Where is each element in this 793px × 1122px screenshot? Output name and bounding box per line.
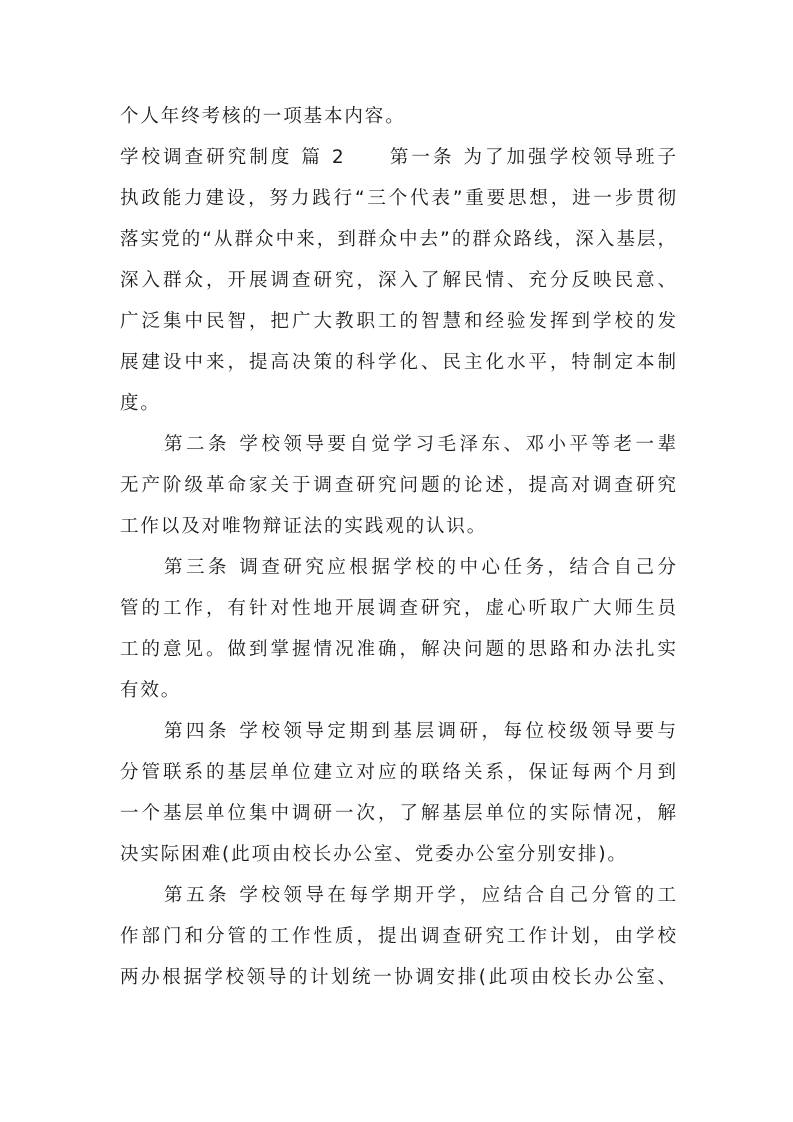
text-line: 作部门和分管的工作性质，提出调查研究工作计划，由学校	[120, 926, 676, 947]
text-line: 工的意见。做到掌握情况准确，解决问题的思路和办法扎实	[120, 639, 676, 660]
text-line: 个人年终考核的一项基本内容。	[120, 106, 406, 127]
body-text	[120, 96, 676, 998]
text-line: 第四条 学校领导定期到基层调研，每位校级领导要与	[164, 721, 676, 742]
text-line: 展建设中来，提高决策的科学化、民主化水平，特制定本制	[120, 352, 676, 373]
text-line: 决实际困难(此项由校长办公室、党委办公室分别安排)。	[120, 844, 628, 865]
text-line: 度。	[120, 393, 161, 414]
text-line: 执政能力建设，努力践行“三个代表”重要思想，进一步贯彻	[120, 188, 676, 209]
text-line: 第二条 学校领导要自觉学习毛泽东、邓小平等老一辈	[164, 434, 676, 455]
text-line: 学校调查研究制度 篇 2 第一条 为了加强学校领导班子	[120, 147, 676, 168]
text-line: 工作以及对唯物辩证法的实践观的认识。	[120, 516, 488, 537]
text-line: 第五条 学校领导在每学期开学，应结合自己分管的工	[164, 885, 676, 906]
text-line: 一个基层单位集中调研一次，了解基层单位的实际情况，解	[120, 803, 676, 824]
text-line: 第三条 调查研究应根据学校的中心任务，结合自己分	[164, 557, 676, 578]
text-line: 两办根据学校领导的计划统一协调安排(此项由校长办公室、	[120, 967, 676, 988]
text-line: 落实党的“从群众中来，到群众中去”的群众路线，深入基层，	[120, 229, 676, 250]
text-line: 管的工作，有针对性地开展调查研究，虚心听取广大师生员	[120, 598, 676, 619]
text-line: 深入群众，开展调查研究，深入了解民情、充分反映民意、	[120, 270, 676, 291]
text-line: 无产阶级革命家关于调查研究问题的论述，提高对调查研究	[120, 475, 676, 496]
text-line: 广泛集中民智，把广大教职工的智慧和经验发挥到学校的发	[120, 311, 676, 332]
text-line: 有效。	[120, 680, 182, 701]
text-line: 分管联系的基层单位建立对应的联络关系，保证每两个月到	[120, 762, 676, 783]
